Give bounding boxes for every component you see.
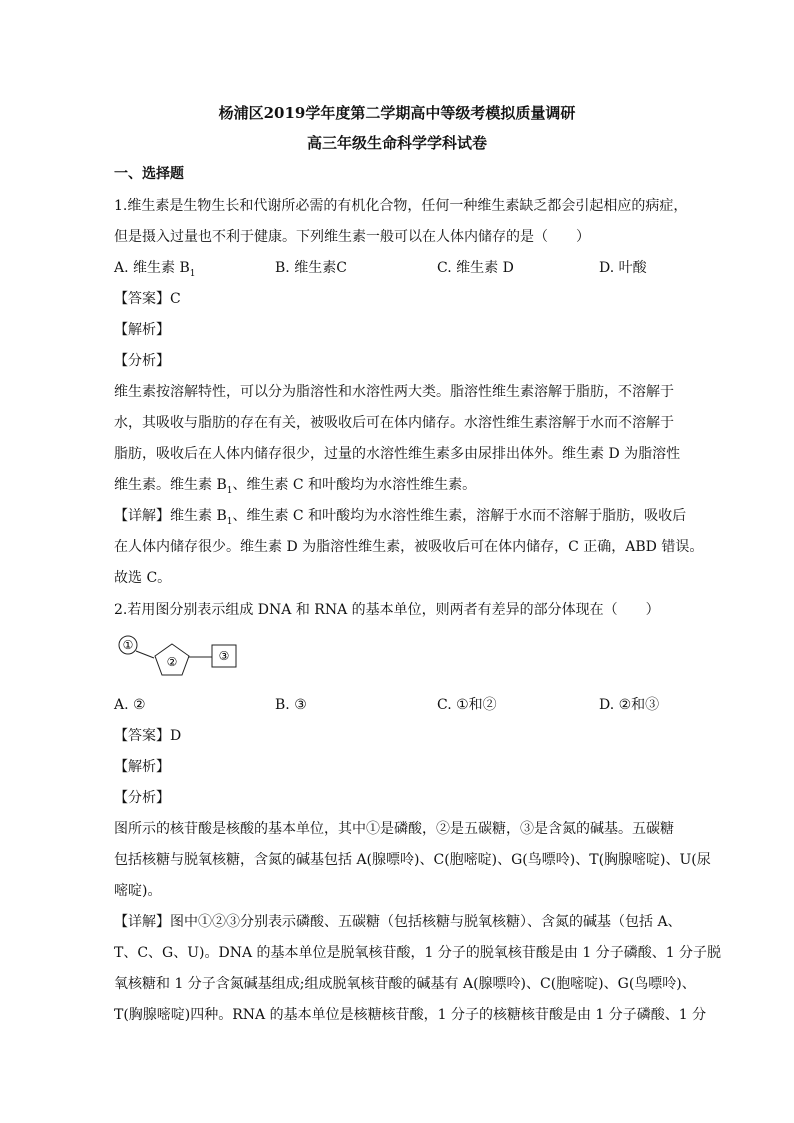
bond-phosphate-sugar	[136, 651, 154, 658]
q1-detail-line-1-sub: 1	[226, 516, 233, 527]
q2-option-b: B. ③	[275, 697, 307, 713]
q2-detail-line-2: T、C、G、U)。DNA 的基本单位是脱氧核苷酸，1 分子的脱氧核苷酸是由 1 分子磷酸、1 分子脱	[114, 945, 722, 961]
q2-jiexi: 【解析】	[114, 759, 170, 775]
q2-analysis-line-1: 图所示的核苷酸是核酸的基本单位，其中①是磷酸，②是五碳糖，③是含氮的碱基。五碳糖	[114, 821, 674, 837]
q1-analysis-line-2: 水，其吸收与脂肪的存在有关，被吸收后可在体内储存。水溶性维生素溶解于水而不溶解于	[114, 415, 674, 431]
q2-fenxi: 【分析】	[114, 790, 170, 806]
q1-stem-line-2: 但是摄入过量也不利于健康。下列维生素一般可以在人体内储存的是（ ）	[114, 229, 590, 245]
q2-answer: 【答案】D	[114, 728, 182, 744]
q1-stem-line-1: 1.维生素是生物生长和代谢所必需的有机化合物，任何一种维生素缺乏都会引起相应的病症，	[114, 198, 688, 214]
q1-jiexi: 【解析】	[114, 322, 170, 338]
q1-option-b: B. 维生素C	[275, 260, 347, 276]
q2-option-a: A. ②	[114, 697, 146, 713]
q1-detail-line-2: 在人体内储存很少。维生素 D 为脂溶性维生素，被吸收后可在体内储存，C 正确，ABD 错误。	[114, 539, 704, 555]
nucleotide-diagram	[112, 632, 252, 686]
title-line-1: 杨浦区2019学年度第二学期高中等级考模拟质量调研	[218, 104, 576, 122]
diagram-label-3: ③	[218, 649, 230, 663]
q1-analysis-line-4-a: 维生素。维生素 B	[114, 477, 227, 493]
q2-analysis-line-2: 包括核糖与脱氧核糖，含氮的碱基包括 A(腺嘌呤)、C(胞嘧啶)、G(鸟嘌呤)、T(胸腺嘧啶)、U(尿	[114, 852, 711, 868]
q1-detail-line-3: 故选 C。	[114, 570, 172, 586]
diagram-label-1: ①	[122, 638, 134, 652]
diagram-label-2: ②	[166, 655, 178, 669]
q1-analysis-line-4-b: 、维生素 C 和叶酸均为水溶性维生素。	[232, 477, 477, 493]
q1-option-a-text: A. 维生素 B	[114, 260, 190, 276]
q2-detail-line-4: T(胸腺嘧啶)四种。RNA 的基本单位是核糖核苷酸，1 分子的核糖核苷酸是由 1 分子磷酸、1 分	[114, 1007, 707, 1023]
q2-option-d: D. ②和③	[599, 697, 660, 713]
q2-detail-line-1: 【详解】图中①②③分别表示磷酸、五碳糖（包括核糖与脱氧核糖）、含氮的碱基（包括 A、	[114, 914, 682, 930]
q1-detail-line-1-a: 【详解】维生素 B	[114, 508, 227, 524]
q1-option-c: C. 维生素 D	[437, 260, 514, 276]
q1-fenxi: 【分析】	[114, 353, 170, 369]
q2-analysis-line-3: 嘧啶)。	[114, 883, 162, 899]
section-heading: 一、选择题	[114, 166, 184, 182]
q1-option-a	[114, 258, 195, 284]
q2-stem: 2.若用图分别表示组成 DNA 和 RNA 的基本单位，则两者有差异的部分体现在（ ）	[114, 602, 660, 618]
title-line-2: 高三年级生命科学学科试卷	[306, 134, 487, 152]
q1-analysis-line-4	[114, 475, 476, 501]
q1-analysis-line-3: 脂肪，吸收后在人体内储存很少，过量的水溶性维生素多由尿排出体外。维生素 D 为脂溶性	[114, 446, 681, 462]
q1-analysis-line-1: 维生素按溶解特性，可以分为脂溶性和水溶性两大类。脂溶性维生素溶解于脂肪，不溶解于	[114, 384, 674, 400]
q1-detail-line-1-b: 、维生素 C 和叶酸均为水溶性维生素，溶解于水而不溶解于脂肪，吸收后	[232, 508, 687, 524]
q1-option-a-sub: 1	[189, 268, 196, 279]
q1-answer: 【答案】C	[114, 291, 181, 307]
q2-detail-line-3: 氧核糖和 1 分子含氮碱基组成;组成脱氧核苷酸的碱基有 A(腺嘌呤)、C(胞嘧啶)、G(鸟嘌呤)、	[114, 976, 696, 992]
q2-option-c: C. ①和②	[437, 697, 497, 713]
q1-option-d: D. 叶酸	[599, 260, 647, 276]
q1-detail-line-1	[114, 506, 686, 532]
q1-analysis-line-4-sub: 1	[226, 485, 233, 496]
